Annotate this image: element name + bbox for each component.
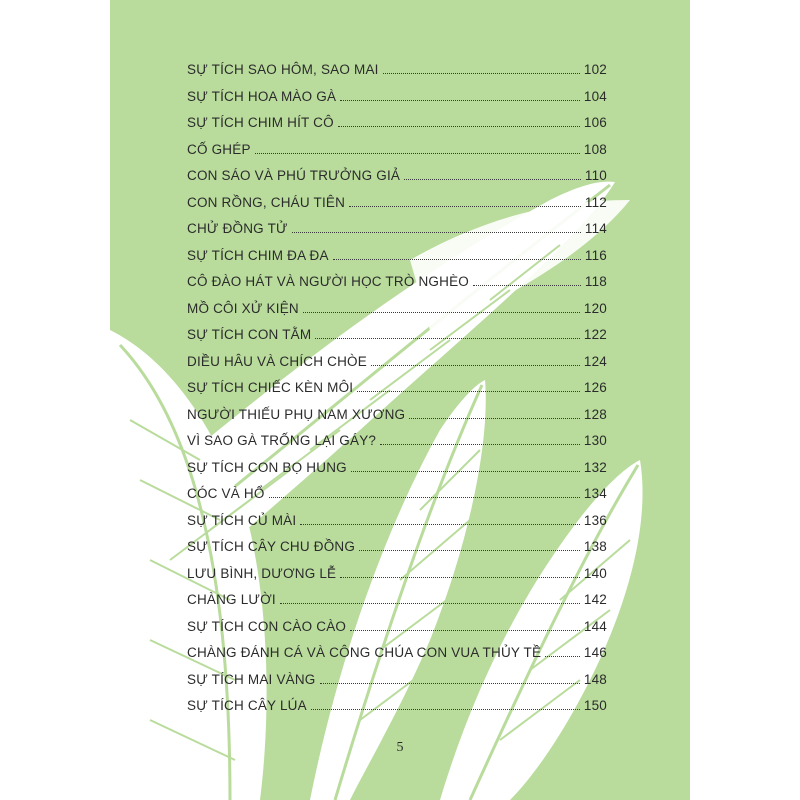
toc-entry[interactable] xyxy=(187,352,607,379)
toc-entry[interactable] xyxy=(187,113,607,140)
dot-leader xyxy=(333,246,581,260)
dot-leader xyxy=(545,643,580,657)
toc-entry[interactable] xyxy=(187,166,607,193)
dot-leader xyxy=(255,140,580,154)
dot-leader xyxy=(292,219,581,233)
toc-entry-page: 106 xyxy=(583,115,607,130)
toc-entry[interactable] xyxy=(187,193,607,220)
toc-entry-page: 124 xyxy=(583,353,607,369)
toc-entry[interactable] xyxy=(187,670,607,697)
dot-leader xyxy=(340,564,580,578)
toc-entry-title: CHÀNG ĐÁNH CÁ VÀ CÔNG CHÚA CON VUA THỦY TỀ xyxy=(187,645,542,660)
toc-entry-page: 132 xyxy=(583,459,607,475)
toc-entry-title: SỰ TÍCH SAO HÔM, SAO MAI xyxy=(187,62,379,77)
toc-entry-page: 104 xyxy=(583,88,607,104)
toc-entry-title: CỐ GHÉP xyxy=(187,141,251,157)
dot-leader xyxy=(359,537,580,551)
toc-entry-title: DIỀU HÂU VÀ CHÍCH CHÒE xyxy=(187,353,367,369)
toc-entry-page: 140 xyxy=(583,565,607,581)
toc-entry[interactable] xyxy=(187,590,607,617)
toc-entry-page: 110 xyxy=(584,168,607,183)
toc-entry[interactable] xyxy=(187,458,607,485)
toc-entry-title: SỰ TÍCH CON CÀO CÀO xyxy=(187,618,347,634)
toc-entry[interactable] xyxy=(187,617,607,644)
toc-entry[interactable] xyxy=(187,564,607,591)
toc-entry-title: SỰ TÍCH HOA MÀO GÀ xyxy=(187,88,337,104)
toc-entry-page: 102 xyxy=(583,62,607,77)
dot-leader xyxy=(269,484,580,498)
toc-entry[interactable] xyxy=(187,537,607,564)
toc-entry-title: SỰ TÍCH CHIM ĐA ĐA xyxy=(187,247,329,263)
dot-leader xyxy=(473,272,581,286)
toc-entry[interactable] xyxy=(187,60,607,87)
toc-entry-page: 138 xyxy=(583,539,607,554)
toc-entry-page: 122 xyxy=(583,327,607,342)
book-page xyxy=(110,0,690,800)
toc-entry-page: 146 xyxy=(583,645,607,660)
dot-leader xyxy=(349,193,581,207)
dot-leader xyxy=(383,60,580,74)
toc-entry[interactable] xyxy=(187,246,607,273)
toc-entry[interactable] xyxy=(187,378,607,405)
toc-entry-page: 114 xyxy=(584,221,607,236)
toc-entry-page: 128 xyxy=(583,406,607,422)
toc-entry-title: CHỬ ĐỒNG TỬ xyxy=(187,221,288,236)
toc-entry-page: 144 xyxy=(583,618,607,634)
toc-entry-title: CON SÁO VÀ PHÚ TRƯỞNG GIẢ xyxy=(187,168,401,183)
dot-leader xyxy=(380,431,580,445)
dot-leader xyxy=(303,299,580,313)
toc-entry-page: 150 xyxy=(583,698,607,713)
toc-entry-page: 108 xyxy=(583,141,607,157)
toc-entry-title: SỰ TÍCH CON BỌ HUNG xyxy=(187,459,347,475)
dot-leader xyxy=(315,325,580,339)
toc-entry-title: SỰ TÍCH CHIM HÍT CÔ xyxy=(187,115,334,130)
toc-entry-page: 130 xyxy=(583,433,607,448)
toc-entry[interactable] xyxy=(187,405,607,432)
toc-entry-title: SỰ TÍCH CHIẾC KÈN MÔI xyxy=(187,380,354,395)
dot-leader xyxy=(404,166,581,180)
toc-entry[interactable] xyxy=(187,272,607,299)
toc-entry[interactable] xyxy=(187,431,607,458)
dot-leader xyxy=(311,696,580,710)
toc-entry-title: VÌ SAO GÀ TRỐNG LẠI GÁY? xyxy=(187,433,377,448)
toc-entry-title: SỰ TÍCH CỦ MÀI xyxy=(187,512,297,528)
toc-entry-page: 134 xyxy=(583,486,607,501)
dot-leader xyxy=(351,458,580,472)
toc-entry[interactable] xyxy=(187,87,607,114)
toc-entry-title: CÔ ĐÀO HÁT VÀ NGƯỜI HỌC TRÒ NGHÈO xyxy=(187,274,469,289)
dot-leader xyxy=(338,113,580,127)
dot-leader xyxy=(320,670,580,684)
toc-entry[interactable] xyxy=(187,325,607,352)
toc-entry-title: SỰ TÍCH CÂY LÚA xyxy=(187,698,307,713)
toc-entry-page: 112 xyxy=(584,194,607,210)
dot-leader xyxy=(300,511,580,525)
table-of-contents xyxy=(187,60,607,723)
toc-entry-page: 142 xyxy=(583,592,607,607)
toc-entry[interactable] xyxy=(187,511,607,538)
dot-leader xyxy=(371,352,580,366)
dot-leader xyxy=(357,378,580,392)
toc-entry[interactable] xyxy=(187,484,607,511)
toc-entry-title: LƯU BÌNH, DƯƠNG LỄ xyxy=(187,565,337,581)
dot-leader xyxy=(350,617,580,631)
toc-entry[interactable] xyxy=(187,299,607,326)
toc-entry[interactable] xyxy=(187,643,607,670)
toc-entry-title: CON RỒNG, CHÁU TIÊN xyxy=(187,194,346,210)
toc-entry[interactable] xyxy=(187,696,607,723)
toc-entry-title: NGƯỜI THIẾU PHỤ NAM XƯƠNG xyxy=(187,406,406,422)
toc-entry-title: MỒ CÔI XỬ KIỆN xyxy=(187,300,299,316)
toc-entry-page: 120 xyxy=(583,300,607,316)
toc-entry-title: CÓC VÀ HỔ xyxy=(187,486,265,501)
toc-entry-page: 126 xyxy=(583,380,607,395)
toc-entry-title: CHÀNG LƯỜI xyxy=(187,592,276,607)
toc-entry-title: SỰ TÍCH MAI VÀNG xyxy=(187,671,316,687)
page-number: 5 xyxy=(396,740,404,755)
toc-entry-page: 118 xyxy=(584,274,607,289)
toc-entry-title: SỰ TÍCH CÂY CHU ĐỒNG xyxy=(187,539,356,554)
toc-entry-page: 136 xyxy=(583,512,607,528)
dot-leader xyxy=(340,87,580,101)
dot-leader xyxy=(280,590,580,604)
toc-entry-title: SỰ TÍCH CON TẰM xyxy=(187,327,312,342)
toc-entry-page: 116 xyxy=(584,247,607,263)
toc-entry[interactable] xyxy=(187,219,607,246)
toc-entry-page: 148 xyxy=(583,671,607,687)
toc-entry[interactable] xyxy=(187,140,607,167)
dot-leader xyxy=(409,405,580,419)
